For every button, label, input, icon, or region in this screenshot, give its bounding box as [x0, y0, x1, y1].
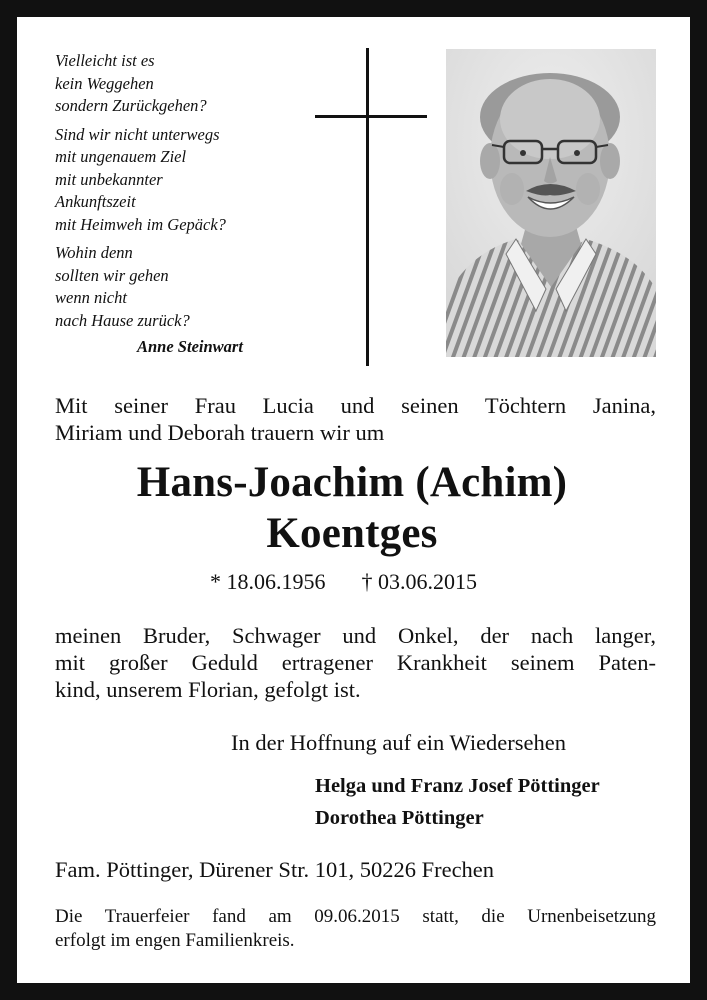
poem-line: Ankunftszeit — [55, 192, 136, 211]
poem-line: sollten wir gehen — [55, 265, 169, 285]
birth-date: * 18.06.1956 — [210, 569, 326, 594]
poem-line: mit Heimweh im Gepäck? — [55, 214, 226, 234]
poem-line: kein Weggehen — [55, 73, 154, 93]
poem-stanza — [55, 124, 315, 237]
intro-line: Mit seiner Frau Lucia und seinen Töchtern Janina, — [55, 393, 656, 418]
family-address: Fam. Pöttinger, Dürener Str. 101, 50226 Frechen — [55, 857, 495, 882]
poem-line: sondern Zurückgehen? — [55, 96, 207, 115]
signatory: Dorothea Pöttinger — [315, 807, 484, 829]
hope-line: In der Hoffnung auf ein Wiedersehen — [231, 730, 567, 755]
poem-stanza — [55, 50, 315, 118]
footer-line: Die Trauerfeier fand am 09.06.2015 statt, die Urnenbeisetzung — [55, 906, 656, 927]
cross-icon — [315, 48, 427, 368]
intro-text — [55, 392, 656, 446]
life-dates — [210, 569, 477, 595]
poem-line: Wohin denn — [55, 243, 133, 262]
funeral-info — [55, 905, 656, 953]
cross-horizontal-bar — [315, 115, 427, 118]
footer-line: erfolgt im engen Familienkreis. — [55, 930, 295, 951]
portrait-illustration — [446, 49, 656, 357]
poem-line: nach Hause zurück? — [55, 310, 190, 330]
poem-author: Anne Steinwart — [137, 337, 243, 356]
cross-vertical-bar — [366, 48, 369, 366]
poem-line: mit unbekannter — [55, 169, 163, 189]
relationship-text — [55, 622, 656, 703]
poem-line: Vielleicht ist es — [55, 51, 155, 70]
deceased-surname: Koentges — [266, 510, 438, 557]
poem-line: wenn nicht — [55, 288, 127, 307]
death-date: † 03.06.2015 — [361, 569, 477, 594]
poem-line: mit ungenauem Ziel — [55, 147, 187, 166]
signatory: Helga und Franz Josef Pöttinger — [315, 775, 600, 797]
poem-stanza — [55, 242, 315, 332]
body-line: meinen Bruder, Schwager und Onkel, der nach langer, — [55, 623, 656, 648]
deceased-name: Hans-Joachim (Achim) — [136, 459, 568, 506]
body-line: mit großer Geduld ertragener Krankheit seinem Paten- — [55, 650, 656, 675]
intro-line: Miriam und Deborah trauern wir um — [55, 420, 385, 445]
poem-line: Sind wir nicht unterwegs — [55, 124, 220, 144]
portrait-photo — [446, 49, 656, 357]
body-line: kind, unserem Florian, gefolgt ist. — [55, 677, 361, 702]
poem — [55, 50, 315, 359]
